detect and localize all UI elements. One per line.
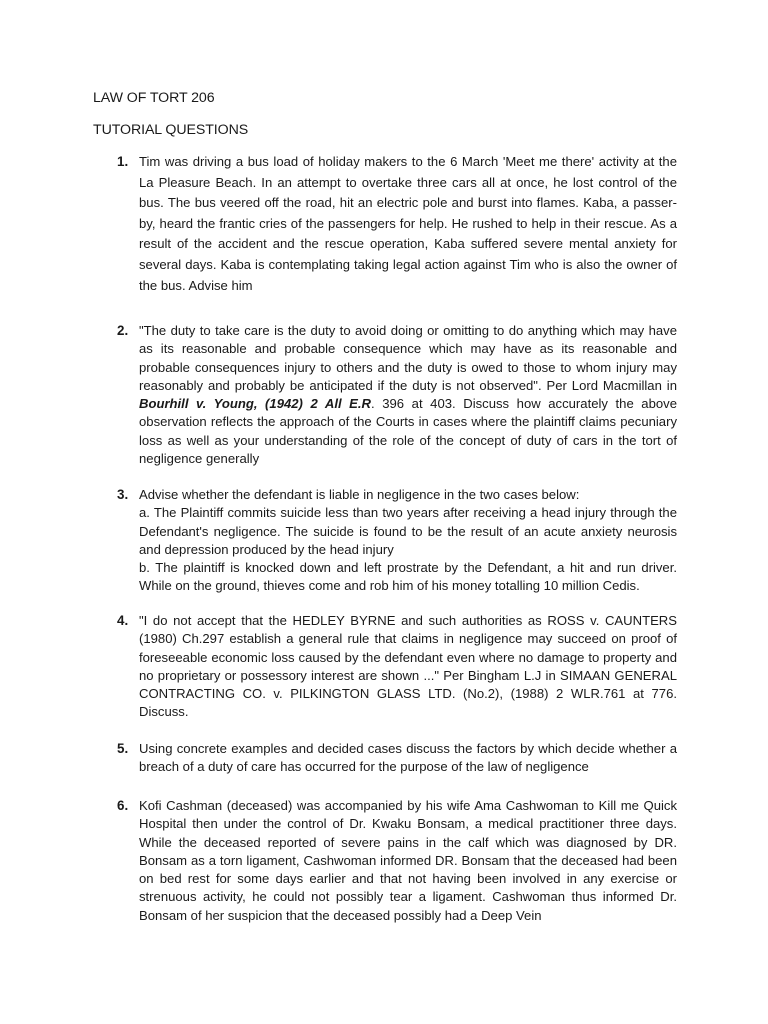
question-intro: Advise whether the defendant is liable in negligence in the two cases below: (139, 487, 580, 502)
question-text (139, 322, 677, 468)
question-5 (117, 740, 677, 777)
case-citation: Bourhill v. Young, (1942) 2 All E.R (139, 396, 372, 412)
question-number: 2. (117, 323, 129, 338)
question-number: 3. (117, 487, 129, 502)
question-4 (117, 612, 677, 722)
question-1 (117, 152, 677, 296)
question-part-b: b. The plaintiff is knocked down and left prostrate by the Defendant, a hit and run driver. While on the ground, thieves come and rob him of his money totalling 10 million Cedis. (139, 560, 677, 594)
course-title: LAW OF TORT 206 (93, 90, 215, 106)
question-number: 1. (117, 154, 129, 169)
question-number: 6. (117, 798, 129, 813)
question-text-part: . 396 at 403. Discuss how accurately the above observation reflects the approach of the Courts in cases where the plaintiff claims pecuniary loss as well as your understanding of the role of the concept of duty of cars in the tort of negligence generally (139, 396, 677, 467)
question-text: "I do not accept that the HEDLEY BYRNE and such authorities as ROSS v. CAUNTERS (1980) Ch.297 establish a general rule that claims in negligence may succeed on proof of foreseeable economic loss caused by the defendant even where no damage to property and no proprietary or possessory interest are shown ..." Per Bingham L.J in SIMAAN GENERAL CONTRACTING CO. v. PILKINGTON GLASS LTD. (No.2), (1988) 2 WLR.761 at 776. Discuss. (139, 613, 677, 720)
question-text: Using concrete examples and decided cases discuss the factors by which decide whether a breach of a duty of care has occurred for the purpose of the law of negligence (139, 741, 677, 775)
question-text (139, 486, 677, 596)
tutorial-heading: TUTORIAL QUESTIONS (93, 122, 249, 138)
question-text-part: "The duty to take care is the duty to avoid doing or omitting to do anything which may have as its reasonable and probable consequence which may have as its reasonable and probable consequences injury to others and the duty is owed to those to whom injury may reasonably and probably be anticipated if the duty is not observed". Per Lord Macmillan in (139, 323, 677, 393)
question-number: 4. (117, 613, 129, 628)
question-3 (117, 486, 677, 596)
question-2 (117, 322, 677, 468)
question-text: Tim was driving a bus load of holiday makers to the 6 March 'Meet me there' activity at the La Pleasure Beach. In an attempt to overtake three cars all at once, he lost control of the bus. The bus veered off the road, hit an electric pole and burst into flames. Kaba, a passer-by, heard the frantic cries of the passengers for help. He rushed to help in their rescue. As a result of the accident and the rescue operation, Kaba suffered severe mental anxiety for several days. Kaba is contemplating taking legal action against Tim who is also the owner of the bus. Advise him (139, 154, 677, 293)
question-6 (117, 797, 677, 925)
question-part-a: a. The Plaintiff commits suicide less than two years after receiving a head injury through the Defendant's negligence. The suicide is found to be the result of an acute anxiety neurosis and depression produced by the head injury (139, 505, 677, 557)
question-number: 5. (117, 741, 129, 756)
question-text: Kofi Cashman (deceased) was accompanied by his wife Ama Cashwoman to Kill me Quick Hospital then under the control of Dr. Kwaku Bonsam, a medical practitioner three days. While the deceased reported of severe pains in the calf which was diagnosed by DR. Bonsam as a torn ligament, Cashwoman informed DR. Bonsam that the deceased had been on bed rest for some days earlier and that not having been involved in any exercise or strenuous activity, he could not possibly tear a ligament. Cashwoman thus informed Dr. Bonsam of her suspicion that the deceased possibly had a Deep Vein (139, 798, 677, 923)
